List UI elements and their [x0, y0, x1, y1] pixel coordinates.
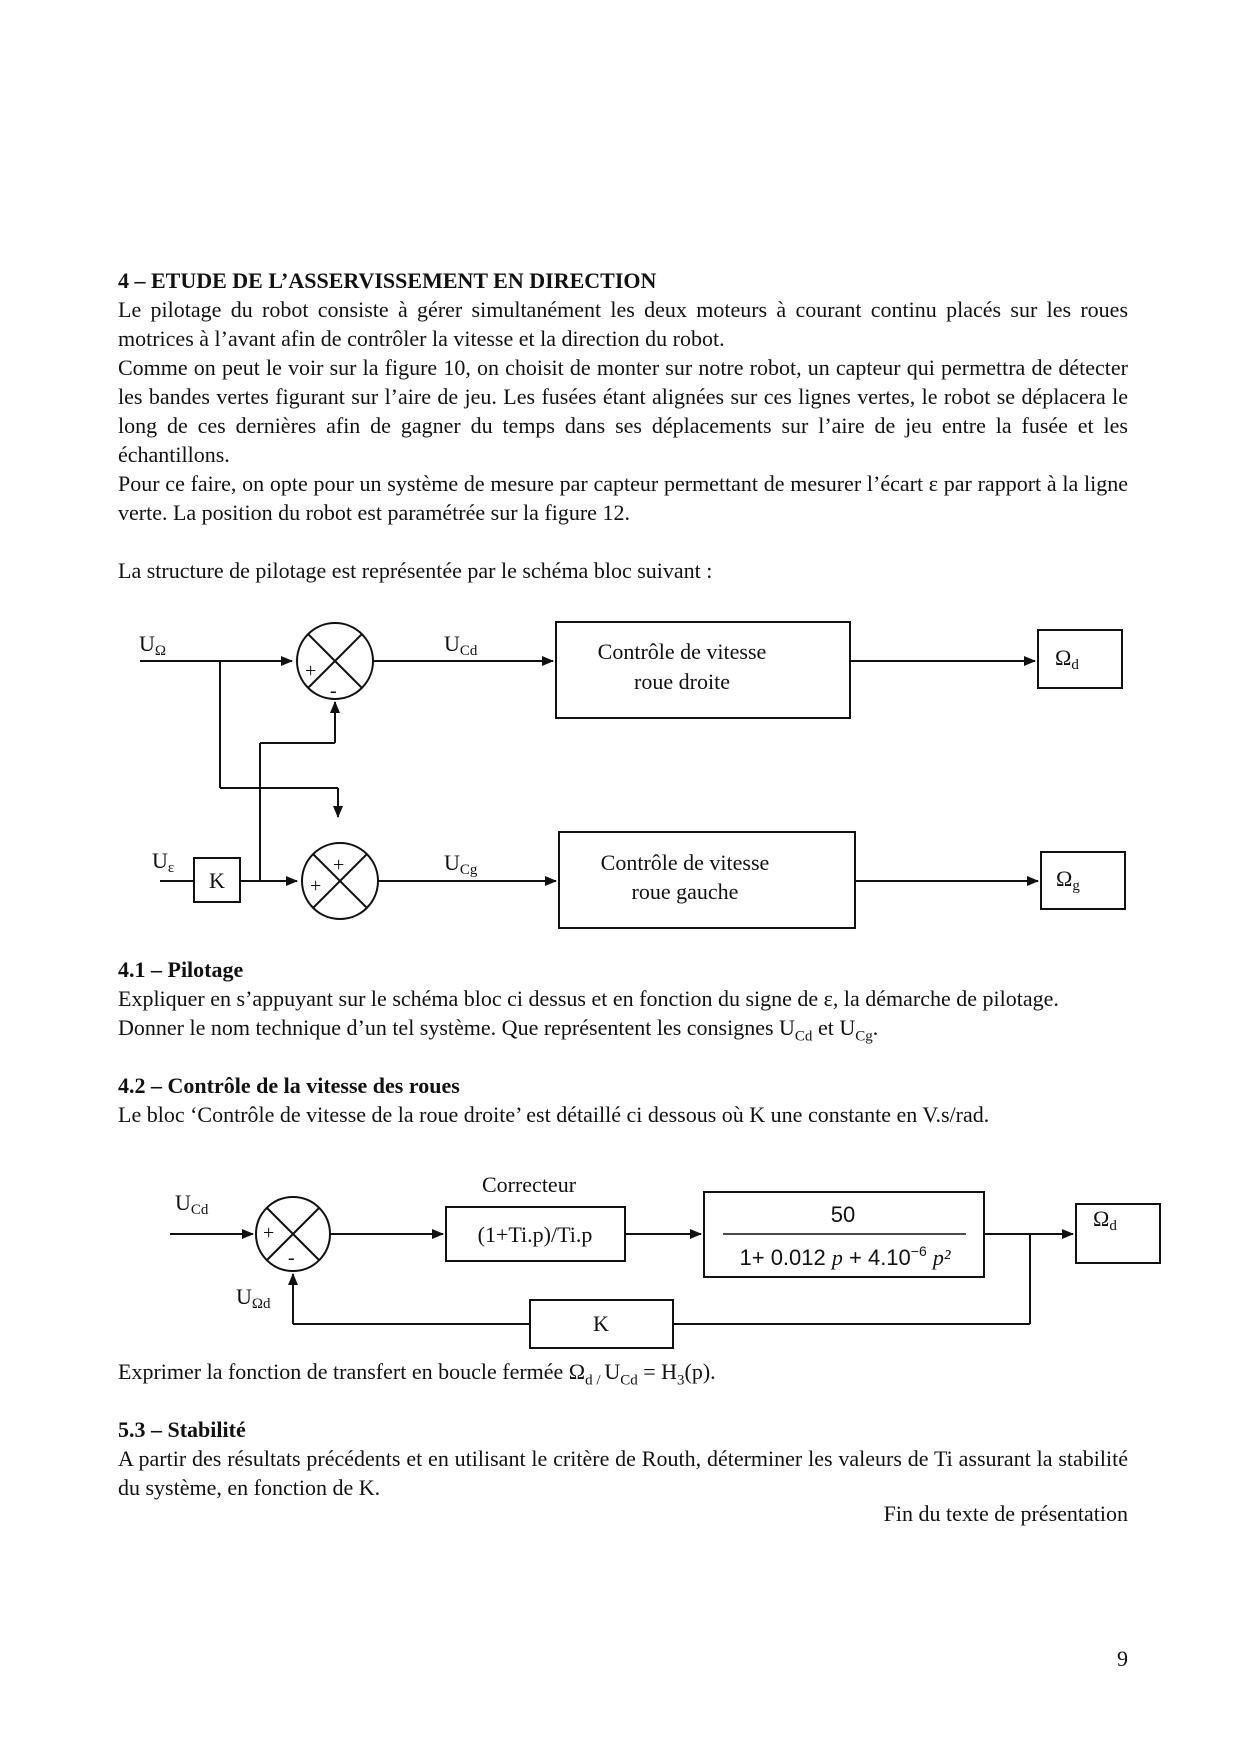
block-left-line-2: roue gauche [631, 879, 739, 904]
section-4-title: 4 – ETUDE DE L’ASSERVISSEMENT EN DIRECTION [118, 268, 657, 293]
section-4-paragraph-3: Pour ce faire, on opte pour un système de mesure par capteur permettant de mesurer l’écart ε par rapport à la ligne verte. La position du robot est paramétrée sur la figure 12. [118, 471, 1128, 525]
plant-numerator: 50 [830, 1202, 856, 1227]
section-4-paragraph-4: La structure de pilotage est représentée par le schéma bloc suivant : [118, 558, 713, 583]
end-of-text: Fin du texte de présentation [883, 1501, 1128, 1526]
ucd-label: UCd [444, 631, 478, 659]
corrector-formula: (1+Ti.p)/Ti.p [477, 1222, 593, 1247]
uomd-label: UΩd [236, 1284, 271, 1312]
section-4-2-title: 4.2 – Contrôle de la vitesse des roues [118, 1073, 460, 1098]
feedback-k-label: K [593, 1311, 609, 1336]
section-5-3 [118, 1415, 1128, 1502]
plant-denominator: 1+ 0.012 $p + 4.10^{-6}$ p² [739, 1243, 951, 1270]
section-4-paragraph-2: Comme on peut le voir sur la figure 10, on choisit de monter sur notre robot, un capteur qui permettra de détecter les bandes vertes figurant sur l’aire de jeu. Les fusées étant alignées sur ces lignes vertes, le robot se déplacera le long de ces dernières afin de gagner du temps dans ses déplacements sur l’aire de jeu entre la fusée et les échantillons. [118, 355, 1128, 467]
sum-plus: + [263, 1222, 275, 1244]
bottom-plus-top: + [333, 854, 345, 876]
section-4-paragraph-1: Le pilotage du robot consiste à gérer simultanément les deux moteurs à courant continu placés sur les roues motrices à l’avant afin de contrôler la vitesse et la direction du robot. [118, 297, 1128, 351]
transfer-function-question: Exprimer la fonction de transfert en boucle fermée $\Omega_{d /}$ $U_{Cd} = H_3(p)$. [118, 1359, 716, 1389]
section-4-2-text: Le bloc ‘Contrôle de vitesse de la roue droite’ est détaillé ci dessous où K une constante en V.s/rad. [118, 1102, 990, 1127]
omega-d-output-box [1076, 1204, 1160, 1263]
bottom-plus-left: + [310, 875, 322, 897]
omega-d-output-label: Ωd [1093, 1206, 1117, 1234]
block-left-line-1: Contrôle de vitesse [600, 850, 770, 875]
u-eps-label: Uε [152, 848, 175, 876]
top-minus: - [330, 680, 337, 702]
omega-g-label: Ωg [1056, 866, 1080, 894]
block-right-line-1: Contrôle de vitesse [597, 639, 767, 664]
omega-d-label: Ωd [1055, 645, 1079, 673]
gain-k-label: K [209, 868, 225, 893]
section-5-3-title: 5.3 – Stabilité [118, 1417, 246, 1442]
ucg-label: UCg [444, 850, 478, 878]
section-4-1-title: 4.1 – Pilotage [118, 957, 244, 982]
u-omega-label: UΩ [139, 631, 167, 659]
page-number: 9 [1117, 1646, 1128, 1671]
ucd-label-2: UCd [175, 1190, 209, 1218]
top-plus: + [305, 660, 317, 682]
block-right-line-2: roue droite [634, 669, 730, 694]
sum-minus: - [288, 1247, 295, 1269]
corrector-title: Correcteur [481, 1172, 577, 1197]
section-5-3-text: A partir des résultats précédents et en utilisant le critère de Routh, déterminer les valeurs de Ti assurant la stabilité du système, en fonction de K. [118, 1446, 1128, 1500]
section-4-1-text: Expliquer en s’appuyant sur le schéma bloc ci dessus et en fonction du signe de ε, la démarche de pilotage. Donner le nom technique d’un tel système. Que représentent les consignes $U_{Cd}$ et $U_{Cg}$. [118, 986, 1059, 1045]
